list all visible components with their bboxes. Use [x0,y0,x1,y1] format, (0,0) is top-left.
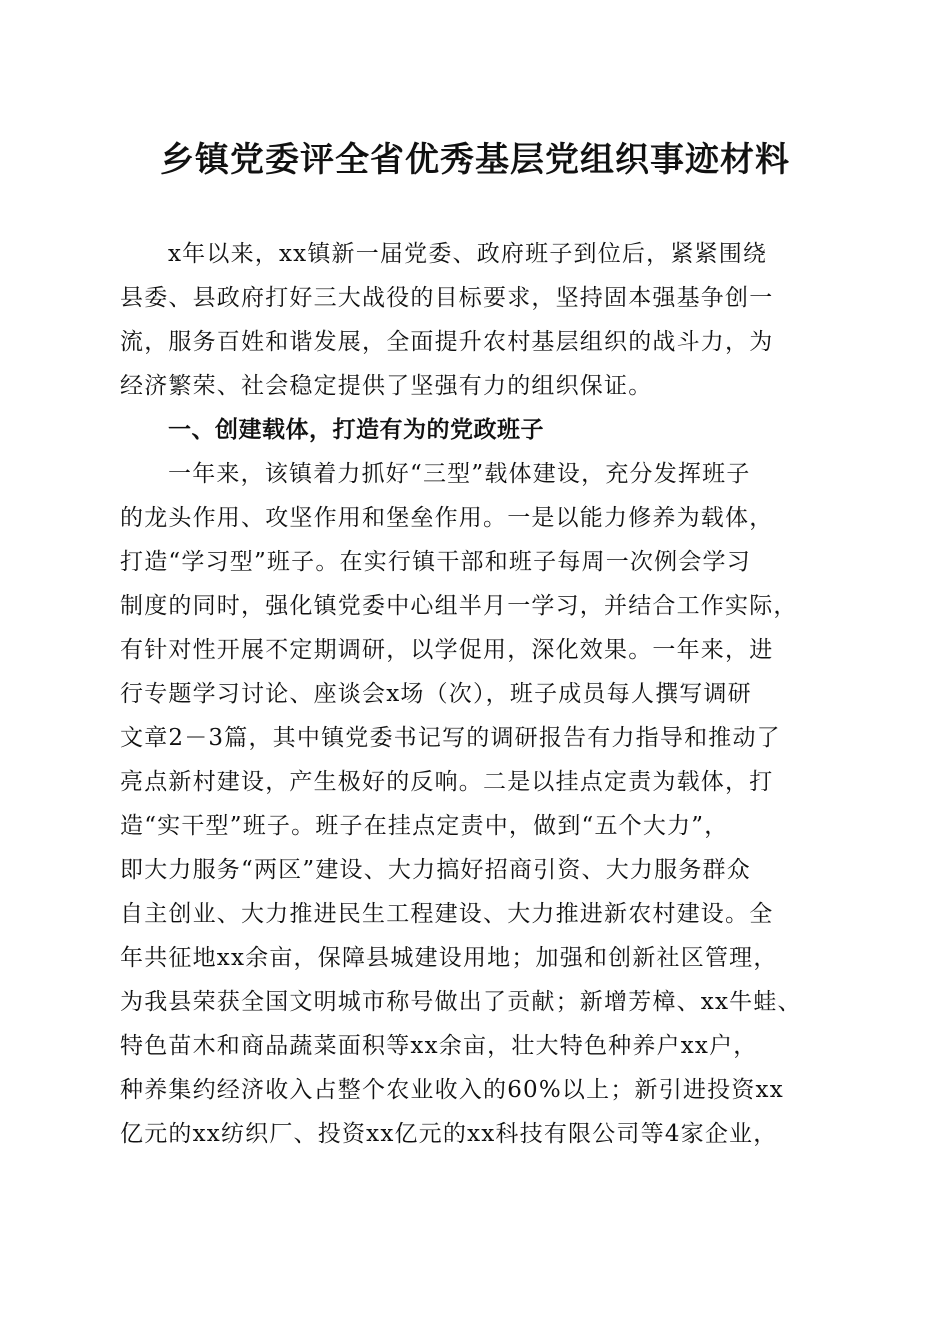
body-line: 县委、县政府打好三大战役的目标要求，坚持固本强基争创一 [120,285,774,311]
body-line: 种养集约经济收入占整个农业收入的60%以上；新引进投资xx [120,1077,784,1103]
body-line: x年以来，xx镇新一届党委、政府班子到位后，紧紧围绕 [168,241,768,267]
body-line: 经济繁荣、社会稳定提供了坚强有力的组织保证。 [120,373,653,399]
body-line: 造“实干型”班子。班子在挂点定责中，做到“五个大力”， [120,813,729,839]
body-line: 特色苗木和商品蔬菜面积等xx余亩，壮大特色种养户xx户， [120,1033,758,1059]
body-line: 一年来，该镇着力抓好“三型”载体建设，充分发挥班子 [168,461,751,487]
body-line: 年共征地xx余亩，保障县城建设用地；加强和创新社区管理， [120,945,778,971]
body-line: 为我县荣获全国文明城市称号做出了贡献；新增芳樟、xx牛蛙、 [120,989,802,1015]
body-line: 打造“学习型”班子。在实行镇干部和班子每周一次例会学习 [120,549,751,575]
body-line: 制度的同时，强化镇党委中心组半月一学习，并结合工作实际， [120,593,798,619]
document-body [120,232,840,1156]
body-line: 自主创业、大力推进民生工程建设、大力推进新农村建设。全 [120,901,774,927]
body-line: 亮点新村建设，产生极好的反响。二是以挂点定责为载体，打 [120,769,774,795]
body-line: 文章2－3篇，其中镇党委书记写的调研报告有力指导和推动了 [120,725,781,751]
body-line: 亿元的xx纺织厂、投资xx亿元的xx科技有限公司等4家企业， [120,1121,778,1147]
body-line: 行专题学习讨论、座谈会x场（次），班子成员每人撰写调研 [120,681,752,707]
body-line: 的龙头作用、攻坚作用和堡垒作用。一是以能力修养为载体， [120,505,774,531]
body-line: 有针对性开展不定期调研，以学促用，深化效果。一年来，进 [120,637,774,663]
body-line: 流，服务百姓和谐发展，全面提升农村基层组织的战斗力，为 [120,329,774,355]
section-heading: 一、创建载体，打造有为的党政班子 [168,417,544,443]
body-line: 即大力服务“两区”建设、大力搞好招商引资、大力服务群众 [120,857,751,883]
document-title: 乡镇党委评全省优秀基层党组织事迹材料 [160,140,790,180]
